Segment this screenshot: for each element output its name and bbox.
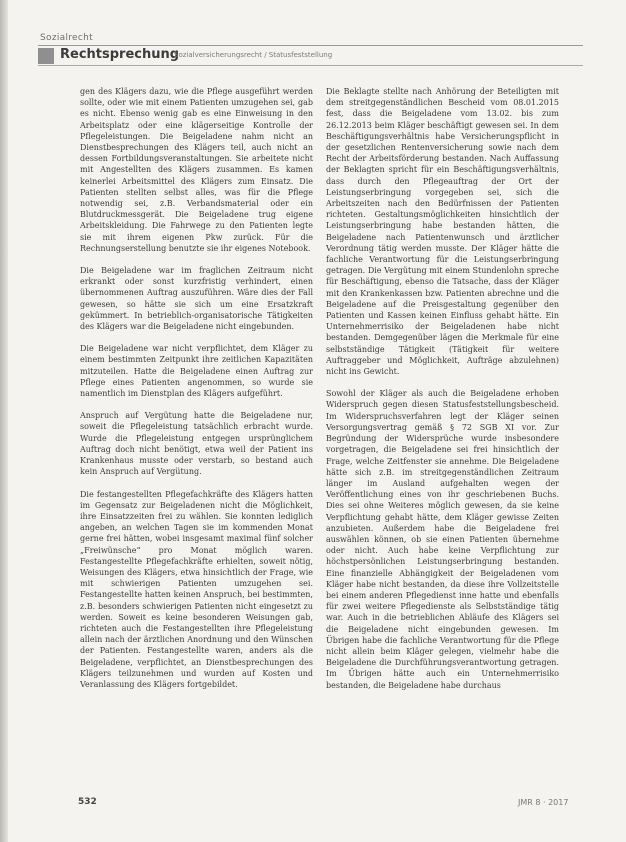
header-title: Rechtsprechung [60,47,180,62]
paragraph: Die Beklagte stellte nach Anhörung der Beteiligten mit dem streitgegenständlichen Bescheid vom 08.01.2015 fest, dass die Beigeladene vom 13.02. bis zum 26.12.2013 beim Kläger beschäftigt gewesen sei. In dem Beschäftigungsverhältnis habe Versicherungspflicht in der gesetzlichen Rentenversicherung sowie nach dem Recht der Arbeitsförderung bestanden. Nach Auffassung der Beklagten spricht für ein Beschäftigungsverhältnis, dass durch den Pflegeauftrag der Ort der Leistungserbringung vorgegeben sei, sich die Arbeitszeiten nach den Bedürfnissen der Patienten richteten. Gestaltungsmöglichkeiten hinsichtlich der Leistungserbringung habe bestanden hätten, die Beigeladene nach Patientenwunsch und ärztlicher Verordnung tätig werden musste. Der Kläger hätte die fachliche Verantwortung für die Leistungserbringung getragen. Die Vergütung mit einem Stundenlohn spreche für Beschäftigung, ebenso die Tatsache, dass der Kläger mit den Krankenkassen bzw. Patienten abrechne und die Beigeladene auf die Preisgestaltung gegenüber den Patienten und Kassen keinen Einfluss gehabt hätte. Ein Unternehmerrisiko der Beigeladenen habe nicht bestanden. Demgegenüber lägen die Merkmale für eine selbstständige Tätigkeit (Tätigkeit für weitere Auftraggeber und Möglichkeit, Aufträge abzulehnen) nicht ins Gewicht. [326,87,559,377]
left-column [80,86,313,806]
paragraph: Die festangestellten Pflegefachkräfte des Klägers hatten im Gegensatz zur Beigeladenen nicht die Möglichkeit, ihre Einsatzzeiten frei zu wählen. Sie konnten lediglich angeben, an welchen Tagen sie im kommenden Monat gerne frei hätten, wobei insgesamt maximal fünf solcher „Freiwünsche“ pro Monat möglich waren. Festangestellte Pflegefachkräfte erhielten, soweit nötig, Weisungen des Klägers, etwa hinsichtlich der Frage, wie mit schwierigen Patienten umzugehen sei. Festangestellte hatten keinen Anspruch, bei bestimmten, z.B. besonders schwierigen Patienten nicht eingesetzt zu werden. Soweit es keine besonderen Weisungen gab, richteten auch die Festangestellten ihre Pflegeleistung allein nach der ärztlichen Anordnung und den Wünschen der Patienten. Festangestellte waren, anders als die Beigeladene, verpflichtet, an Dienstbesprechungen des Klägers teilzunehmen und wurden auf Kosten und Veranlassung des Klägers fortgebildet. [80,489,313,689]
section-tag: Sozialrecht [40,33,93,43]
page-number: 532 [78,797,97,807]
journal-issue: JMR 8 · 2017 [518,798,569,807]
header-block-icon [38,48,54,64]
book-spine-shadow [0,0,8,842]
header-subtitle: Sozialversicherungsrecht / Statusfeststellung [174,51,333,59]
paragraph: Sowohl der Kläger als auch die Beigeladene erhoben Widerspruch gegen diesen Statusfeststellungsbescheid. Im Widerspruchsverfahren legt der Kläger seinen Versorgungsvertrag gemäß § 72 SGB XI vor. Zur Begründung der Widersprüche wurde insbesondere vorgetragen, die Beigeladene sei frei hinsichtlich der Frage, welche Zeitfenster sie annehme. Die Beigeladene hätte sich z.B. im streitgegenständlichen Zeitraum länger im Ausland aufgehalten wegen der Veröffentlichung eines von ihr geschriebenen Buchs. Dies sei ohne Weiteres möglich gewesen, da sie keine Verpflichtung gehabt hätte, dem Kläger gewisse Zeiten anzubieten. Außerdem habe die Beigeladene frei auswählen können, ob sie einen Patienten übernehme oder nicht. Auch habe keine Verpflichtung zur höchstpersönlichen Leistungserbringung bestanden. Eine finanzielle Abhängigkeit der Beigeladenen vom Kläger habe nicht bestanden, da diese ihre Vollzeitstelle bei einem anderen Pflegedienst inne hatte und ebenfalls für zwei weitere Pflegedienste als Selbstständige tätig war. Auch in die betrieblichen Abläufe des Klägers sei die Beigeladene nicht eingebunden gewesen. Im Übrigen habe die fachliche Verantwortung für die Pflege nicht allein beim Kläger gelegen, vielmehr habe die Beigeladene die Durchführungsverantwortung getragen. Im Übrigen hätte auch ein Unternehmerrisiko bestanden, die Beigeladene habe durchaus [326,389,559,690]
right-column [326,86,559,806]
paragraph: Die Beigeladene war nicht verpflichtet, dem Kläger zu einem bestimmten Zeitpunkt ihre zeitlichen Kapazitäten mitzuteilen. Hatte die Beigeladene einen Auftrag zur Pflege eines Patienten angenommen, so wurde sie namentlich im Dienstplan des Klägers aufgeführt. [80,344,313,399]
paragraph: Die Beigeladene war im fraglichen Zeitraum nicht erkrankt oder sonst kurzfristig verhindert, einen übernommenen Auftrag auszuführen. Wäre dies der Fall gewesen, so hätte sie sich um eine Ersatzkraft gekümmert. In betrieblich-organisatorische Tätigkeiten des Klägers war die Beigeladene nicht eingebunden. [80,266,313,332]
paragraph: Anspruch auf Vergütung hatte die Beigeladene nur, soweit die Pflegeleistung tatsächlich erbracht wurde. Wurde die Pflegeleistung entgegen ursprünglichem Auftrag doch nicht benötigt, etwa weil der Patient ins Krankenhaus musste oder verstarb, so bestand auch kein Anspruch auf Vergütung. [80,411,313,477]
page-header [38,45,583,66]
paragraph: gen des Klägers dazu, wie die Pflege ausgeführt werden sollte, oder wie mit einem Patienten umzugehen sei, gab es nicht. Ebenso wenig gab es eine Einweisung in den Arbeitsplatz oder eine klägerseitige Kontrolle der Pflegeleistungen. Die Beigeladene nahm nicht an Dienstbesprechungen des Klägers teil, auch nicht an dessen Fortbildungsveranstaltungen. Sie arbeitete nicht mit Angestellten des Klägers zusammen. Es kamen keinerlei Arbeitsmittel des Klägers zum Einsatz. Die Patienten stellten selbst alles, was für die Pflege notwendig sei, z.B. Verbandsmaterial oder ein Blutdruckmessgerät. Die Beigeladene trug eigene Arbeitskleidung. Die Fahrwege zu den Patienten legte sie mit ihrem eigenen Pkw zurück. Für die Rechnungserstellung benutzte sie ihr eigenes Notebook. [80,87,313,253]
